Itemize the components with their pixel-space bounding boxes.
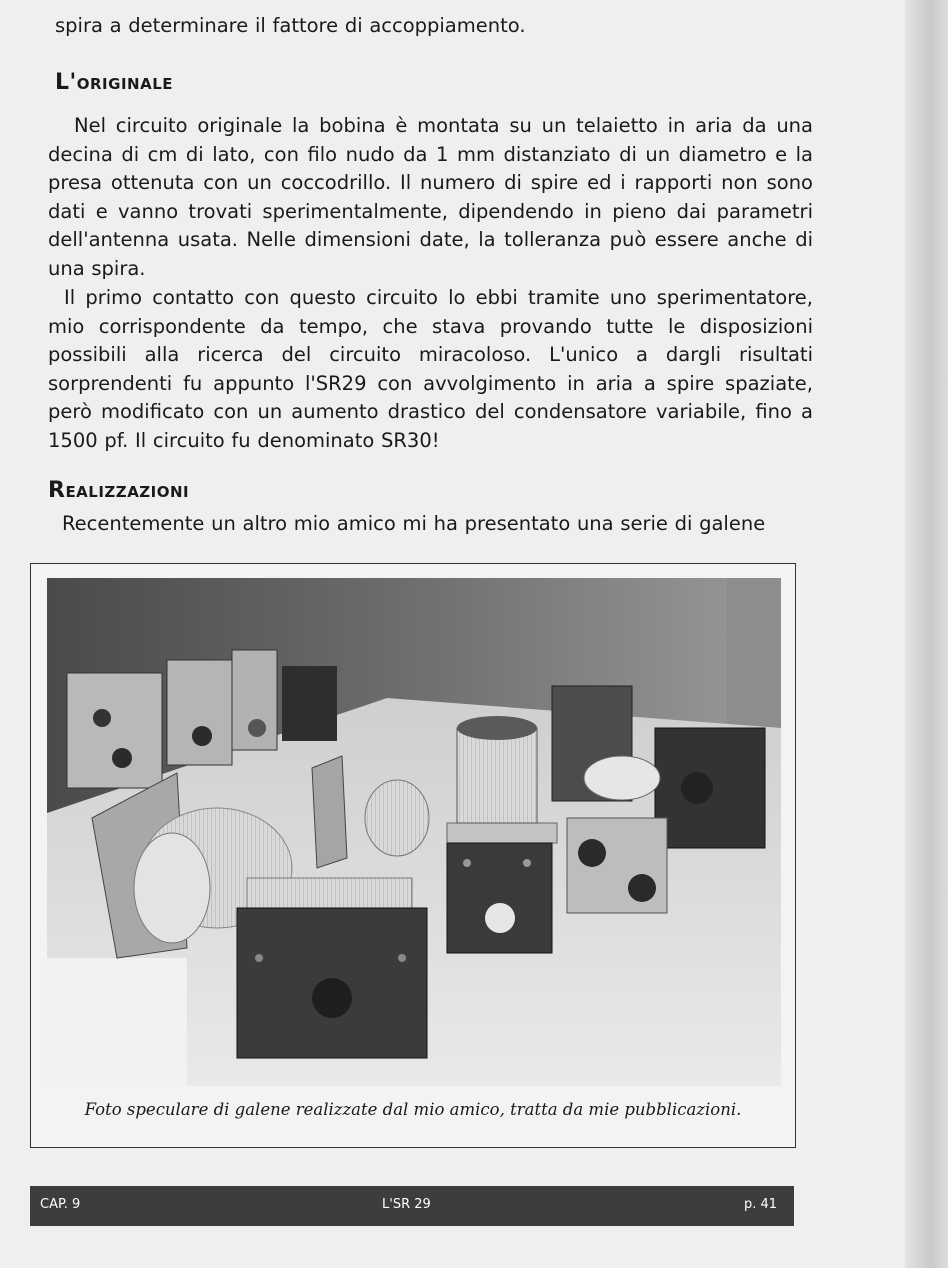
- page-footer: [30, 1186, 794, 1226]
- footer-chapter: CAP. 9: [40, 1197, 81, 1212]
- footer-title: L'SR 29: [382, 1197, 431, 1212]
- section-heading-realizzazioni: Realizzazioni: [48, 478, 190, 503]
- section-heading-originale: L'originale: [55, 70, 173, 95]
- figure-frame: [30, 563, 796, 1148]
- crystal-radio-photo-illustration: [47, 578, 781, 1086]
- crystal-radio-photo: [47, 578, 781, 1086]
- paragraph-originale-2: Il primo contatto con questo circuito lo ebbi tramite uno sperimentatore, mio corrispondente da tempo, che stava provando tutte le disposizioni possibili alla ricerca del circuito miracoloso. L'unico a dargli risultati sorprendenti fu appunto l'SR29 con avvolgimento in aria a spire spaziate, però modificato con un aumento drastico del condensatore variabile, fino a 1500 pf. Il circuito fu denominato SR30!: [48, 286, 813, 452]
- paragraph-originale-1: Nel circuito originale la bobina è montata su un telaietto in aria da una decina di cm di lato, con filo nudo da 1 mm distanziato di un diametro e la presa ottenuta con un coccodrillo. Il numero di spire ed i rapporti non sono dati e vanno trovati sperimentalmente, dipendendo in pieno dai parametri dell'antenna usata. Nelle dimensioni date, la tolleranza può essere anche di una spira.: [48, 114, 813, 280]
- page-edge-shadow: [905, 0, 948, 1268]
- paragraph-realizzazioni-1: Recentemente un altro mio amico mi ha presentato una serie di galene: [62, 512, 766, 535]
- figure-caption: Foto speculare di galene realizzate dal mio amico, tratta da mie pubblicazioni.: [84, 1100, 742, 1119]
- intro-line: spira a determinare il fattore di accoppiamento.: [55, 14, 526, 37]
- footer-page-number: p. 41: [744, 1197, 778, 1212]
